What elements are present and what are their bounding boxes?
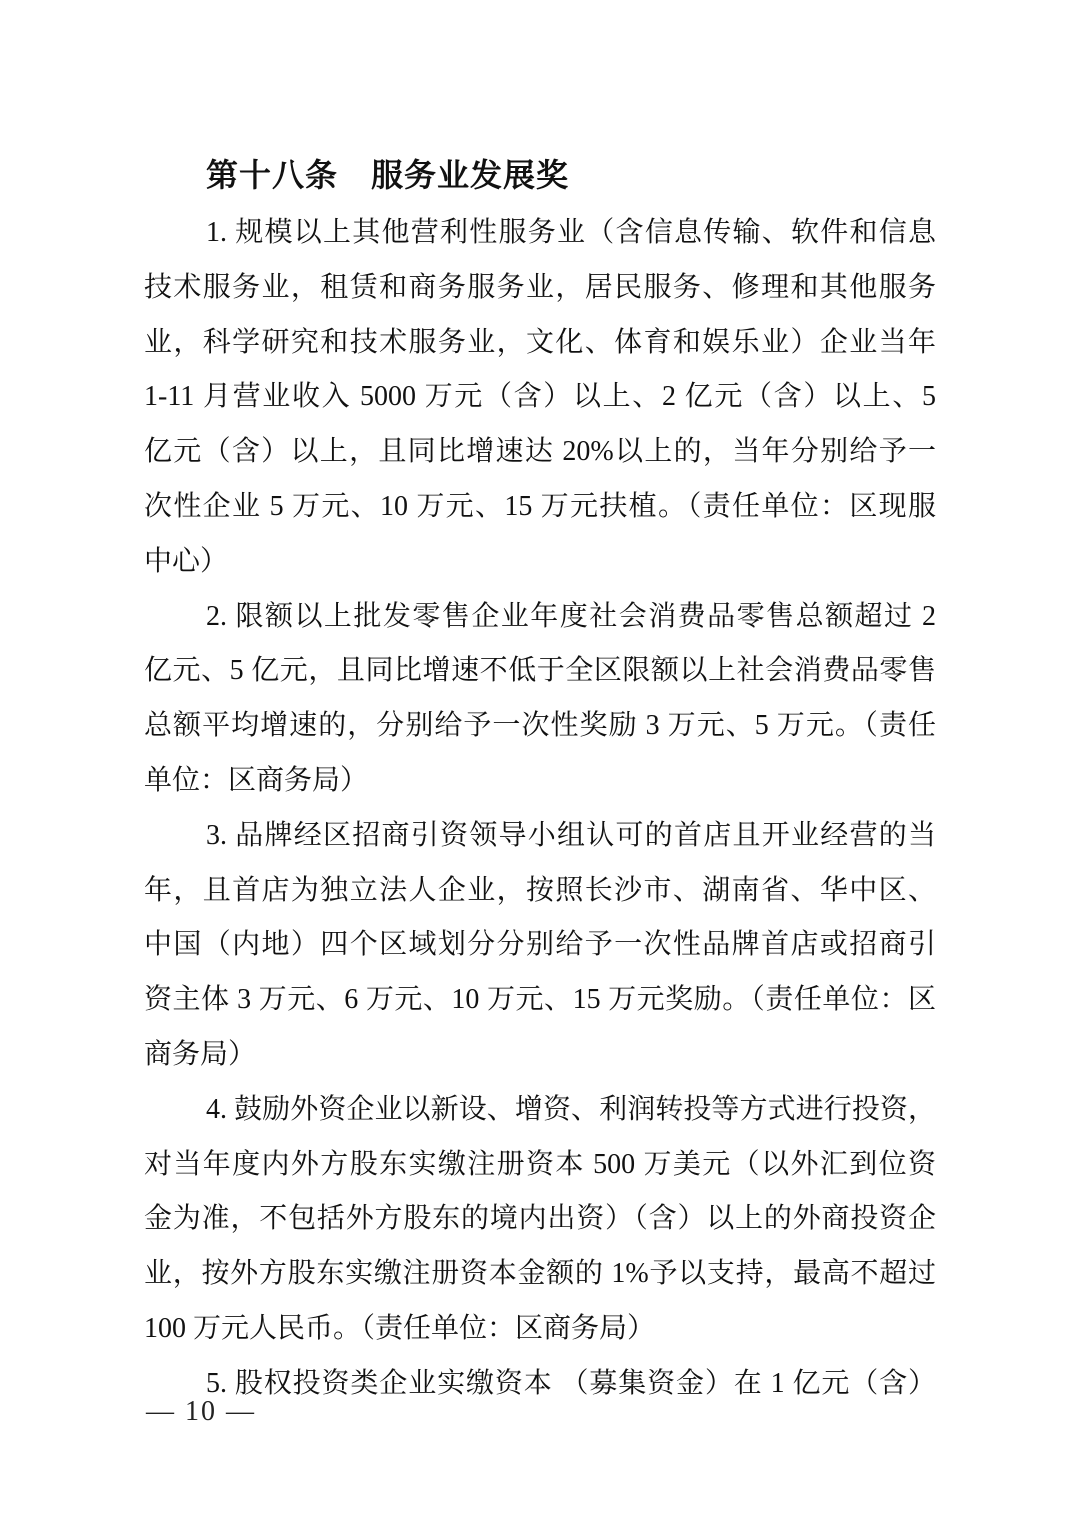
text-line: 技术服务业，租赁和商务服务业，居民服务、修理和其他服务 — [144, 271, 936, 303]
text-line: 4. 鼓励外资企业以新设、增资、利润转投等方式进行投资， — [206, 1093, 936, 1125]
article-heading: 第十八条 服务业发展奖 — [206, 157, 570, 193]
paragraph — [144, 1083, 936, 1357]
text-line: 5. 股权投资类企业实缴资本 （募集资金）在 1 亿元（含） — [206, 1367, 936, 1399]
text-line: 100 万元人民币。（责任单位：区商务局） — [144, 1312, 656, 1344]
paragraph — [144, 206, 936, 590]
text-line: 次性企业 5 万元、10 万元、15 万元扶植。（责任单位：区现服 — [144, 490, 936, 522]
page-number: — 10 — — [146, 1396, 256, 1427]
paragraph — [144, 809, 936, 1083]
text-line: 商务局） — [144, 1038, 257, 1070]
text-line: 单位：区商务局） — [144, 764, 369, 796]
text-line: 对当年度内外方股东实缴注册资本 500 万美元（以外汇到位资 — [144, 1148, 936, 1180]
text-line: 资主体 3 万元、6 万元、10 万元、15 万元奖励。（责任单位：区 — [144, 984, 936, 1016]
text-line: 亿元、5 亿元，且同比增速不低于全区限额以上社会消费品零售 — [144, 655, 936, 687]
text-line: 1-11 月营业收入 5000 万元（含）以上、2 亿元（含）以上、5 — [144, 381, 936, 413]
text-line: 业，科学研究和技术服务业，文化、体育和娱乐业）企业当年 — [144, 326, 936, 358]
text-line: 2. 限额以上批发零售企业年度社会消费品零售总额超过 2 — [206, 600, 936, 632]
text-line: 亿元（含）以上，且同比增速达 20%以上的，当年分别给予一 — [144, 436, 936, 468]
text-line: 3. 品牌经区招商引资领导小组认可的首店且开业经营的当 — [206, 819, 936, 851]
text-line: 总额平均增速的，分别给予一次性奖励 3 万元、5 万元。（责任 — [144, 710, 936, 742]
paragraph — [144, 1357, 936, 1412]
document-body — [144, 206, 936, 1412]
text-line: 1. 规模以上其他营利性服务业（含信息传输、软件和信息 — [206, 217, 936, 248]
text-line: 中心） — [144, 545, 229, 577]
document-content — [144, 146, 936, 1412]
text-line: 年，且首店为独立法人企业，按照长沙市、湖南省、华中区、 — [144, 874, 936, 906]
text-line: 业，按外方股东实缴注册资本金额的 1%予以支持，最高不超过 — [144, 1258, 936, 1290]
paragraph — [144, 590, 936, 809]
text-line: 金为准，不包括外方股东的境内出资）（含）以上的外商投资企 — [144, 1203, 936, 1235]
text-line: 中国（内地）四个区域划分分别给予一次性品牌首店或招商引 — [144, 929, 936, 961]
